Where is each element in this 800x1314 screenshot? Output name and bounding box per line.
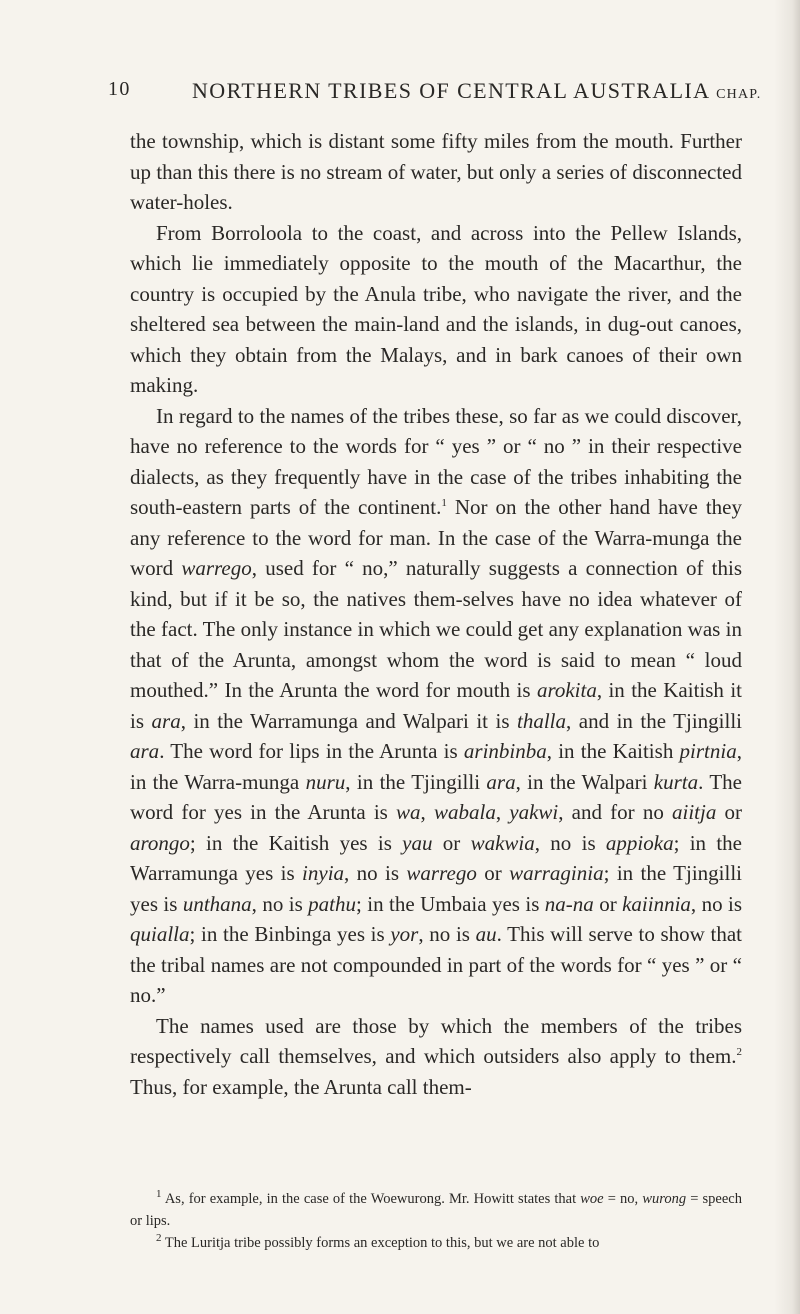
text-run: , no is	[534, 830, 606, 855]
page-number: 10	[108, 78, 131, 100]
italic-term: ara	[130, 739, 160, 763]
footnote-marker: 1	[156, 1188, 162, 1201]
italic-term: woe	[580, 1191, 604, 1207]
italic-term: yor	[390, 922, 419, 946]
paragraph	[130, 1011, 742, 1103]
italic-term: aiitja	[672, 800, 717, 824]
text-run: , in the Kaitish it is	[130, 678, 742, 733]
text-run: Thus, for example, the Arunta call them-	[130, 1074, 472, 1099]
text-run: Nor on the other hand have they any reference to the word for man. In the case of the Warra-munga the word	[130, 495, 742, 580]
text-run: . This will serve to show that the tribal names are not compounded in part of the words for “ yes ” or “ no.”	[130, 922, 743, 1007]
italic-term: ara	[151, 708, 181, 733]
text-run: or	[716, 800, 743, 824]
footnote	[130, 1188, 742, 1232]
italic-term: kurta	[653, 769, 699, 794]
italic-term: au	[475, 922, 497, 946]
text-run: ,	[420, 800, 434, 824]
text-run: , in the Tjingilli	[345, 769, 487, 794]
paragraph	[130, 126, 742, 218]
italic-term: ara	[486, 769, 516, 794]
text-run: ; in the Kaitish yes is	[189, 830, 403, 855]
text-run: , and in the Tjingilli	[566, 708, 743, 733]
text-run: , in the Warramunga and Walpari it is	[180, 708, 517, 733]
text-run: ; in the Warramunga yes is	[130, 830, 742, 885]
italic-term: thalla	[517, 708, 567, 733]
running-title-text: NORTHERN TRIBES OF CENTRAL AUSTRALIA	[192, 78, 710, 103]
text-run: ; in the Umbaia yes is	[356, 891, 545, 916]
italic-term: pathu	[308, 891, 357, 916]
footnote	[130, 1232, 742, 1254]
text-run: or	[593, 891, 623, 916]
footnote-marker: 1	[441, 497, 447, 509]
text-run: ; in the Binbinga yes is	[189, 922, 391, 946]
italic-term: arongo	[130, 830, 190, 855]
italic-term: unthana	[182, 891, 252, 916]
italic-term: na-na	[544, 891, 594, 916]
text-run: or	[476, 861, 510, 885]
italic-term: yakwi	[509, 800, 559, 824]
text-run: ; in the Tjingilli yes is	[130, 861, 743, 916]
text-run: The names used are those by which the members of the tribes respectively call themselves, and which outsiders also apply to them.	[130, 1013, 742, 1068]
text-run: , in the Warra-munga	[130, 739, 742, 794]
paragraph	[130, 218, 742, 401]
text-run: = speech or lips.	[130, 1191, 742, 1229]
italic-term: yau	[402, 830, 433, 855]
italic-term: inyia	[302, 861, 345, 885]
text-run: , no is	[418, 922, 476, 946]
text-run: , and for no	[558, 800, 673, 824]
text-run: In regard to the names of the tribes these, so far as we could discover, have no reference to the words for “ yes ” or “ no ” in their respective dialects, as they frequently have in the case of the tribes inhabiting the south-eastern parts of the continent.	[130, 403, 742, 519]
text-run: , no is	[251, 891, 309, 916]
footnote-marker: 2	[156, 1232, 162, 1245]
italic-term: appioka	[605, 830, 674, 855]
running-title	[192, 78, 761, 104]
text-run: , in the Walpari	[515, 769, 654, 794]
text-run: As, for example, in the case of the Woewurong. Mr. Howitt states that	[161, 1191, 581, 1207]
text-run: = no,	[603, 1191, 643, 1207]
text-run: , no is	[344, 861, 407, 885]
text-run: , used for “ no,” naturally suggests a connection of this kind, but if it be so, the natives them-selves have no idea whatever of the fact. The only instance in which we could get any explanation was in that of the Arunta, amongst whom the word is said to mean “ loud mouthed.” In the Arunta the word for mouth is	[130, 556, 742, 702]
italic-term: nuru	[305, 769, 346, 794]
text-run: ,	[495, 800, 510, 824]
italic-term: pirtnia	[679, 739, 737, 763]
text-run: or	[432, 830, 471, 855]
paragraph	[130, 401, 742, 1011]
text-run: , in the Kaitish	[546, 739, 680, 763]
italic-term: wakwia	[470, 830, 535, 855]
page-edge-shadow	[774, 0, 800, 1314]
chapter-abbrev: CHAP.	[716, 87, 762, 102]
italic-term: arokita	[536, 678, 597, 702]
italic-term: warrego	[181, 556, 252, 580]
italic-term: quialla	[130, 922, 190, 946]
text-run: . The word for lips in the Arunta is	[159, 739, 464, 763]
italic-term: arinbinba	[463, 739, 547, 763]
italic-term: kaiinnia	[622, 891, 691, 916]
italic-term: warrego	[406, 861, 477, 885]
footnote-marker: 2	[736, 1046, 742, 1058]
text-run: . The word for yes in the Arunta is	[130, 769, 742, 824]
italic-term: wa	[396, 800, 421, 824]
text-run: the township, which is distant some fifty miles from the mouth. Further up than this there is no stream of water, but only a series of disconnected water-holes.	[130, 129, 742, 214]
italic-term: wabala	[433, 800, 496, 824]
body-text	[130, 126, 742, 1102]
text-run: , no is	[690, 891, 742, 916]
italic-term: warraginia	[509, 861, 604, 885]
footnotes	[130, 1188, 742, 1254]
text-run: From Borroloola to the coast, and across into the Pellew Islands, which lie immediately opposite to the mouth of the Macarthur, the country is occupied by the Anula tribe, who navigate the river, and the sheltered sea between the main-land and the islands, in dug-out canoes, which they obtain from the Malays, and in bark canoes of their own making.	[130, 220, 742, 397]
italic-term: wurong	[642, 1191, 687, 1207]
page-header	[108, 78, 762, 110]
text-run: The Luritja tribe possibly forms an exception to this, but we are not able to	[161, 1235, 600, 1251]
